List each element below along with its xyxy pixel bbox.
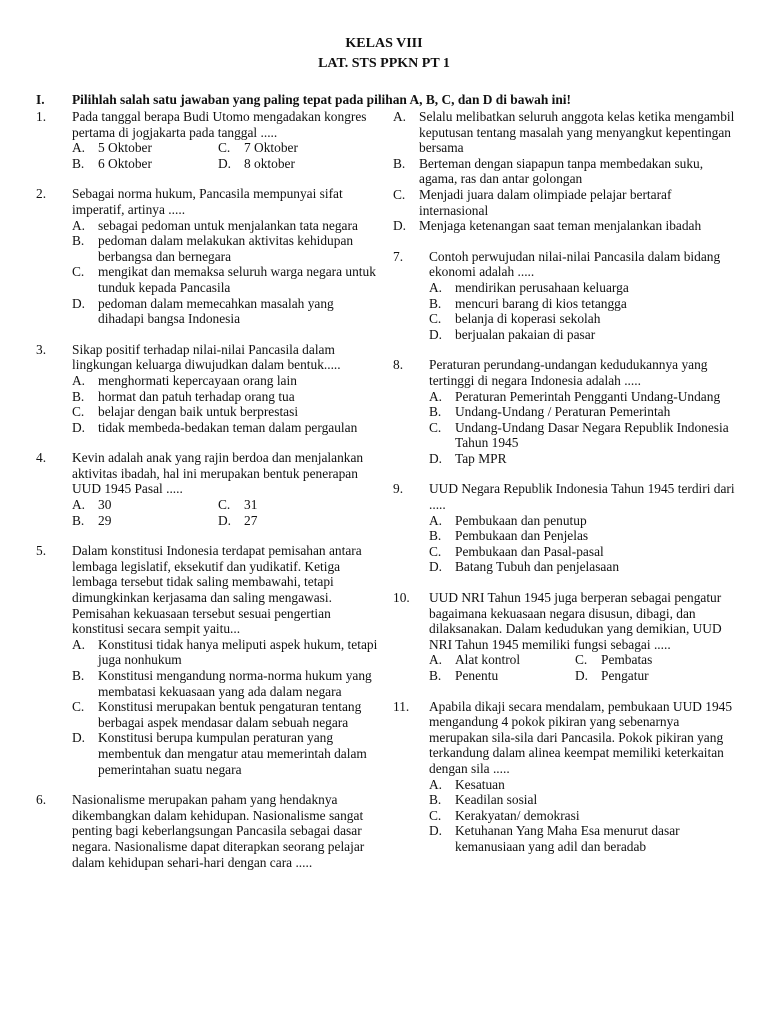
option-text: Pembatas [601, 652, 653, 668]
option-a [429, 652, 575, 668]
option-letter: A. [72, 636, 86, 652]
option-letter: B. [429, 528, 442, 544]
option-text: pedoman dalam melakukan aktivitas kehidupan berbangsa dan bernegara [98, 233, 354, 264]
option-letter: B. [72, 233, 85, 249]
option-letter: D. [575, 668, 589, 683]
option-letter: B. [72, 668, 85, 683]
option-c [72, 699, 381, 730]
option-letter: A. [72, 497, 86, 513]
option-c [575, 652, 725, 668]
option-b [72, 668, 381, 699]
option-text: Menjaga ketenangan saat teman menjalankan ibadah [419, 218, 702, 234]
option-text: mencuri barang di kios tetangga [455, 295, 627, 311]
option-letter: A. [429, 279, 443, 295]
option-letter: C. [429, 419, 442, 435]
option-b [429, 404, 738, 420]
option-letter: C. [218, 140, 231, 156]
option-letter: D. [429, 326, 443, 342]
option-text: Menjadi juara dalam olimpiade pelajar bertaraf internasional [419, 186, 672, 218]
option-letter: D. [429, 559, 443, 575]
question-number: 6. [36, 792, 47, 808]
section-number: I. [36, 92, 45, 107]
option-letter: A. [72, 140, 86, 156]
option-letter: A. [429, 776, 443, 792]
option-letter: C. [429, 543, 442, 559]
option-letter: A. [429, 652, 443, 668]
option-d [72, 730, 381, 777]
option-text: Penentu [455, 668, 499, 683]
question-1 [36, 109, 381, 171]
question-3 [36, 342, 381, 436]
question-number: 9. [393, 481, 404, 497]
option-letter: B. [72, 155, 85, 171]
option-text: Berteman dengan siapapun tanpa membedakan suku, agama, ras dan antar golongan [419, 155, 704, 187]
option-text: mengikat dan memaksa seluruh warga negara untuk tunduk kepada Pancasila [98, 264, 376, 295]
question-number: 8. [393, 357, 404, 373]
option-d [429, 559, 738, 575]
option-text: Peraturan Pemerintah Pengganti Undang-Undang [455, 388, 721, 404]
question-text: Pada tanggal berapa Budi Utomo mengadakan kongres pertama di jogjakarta pada tanggal ..... [72, 109, 367, 140]
section-instruction-text: Pilihlah salah satu jawaban yang paling tepat pada pilihan A, B, C, dan D di bawah ini! [72, 92, 571, 107]
option-letter: A. [429, 388, 443, 404]
option-b [429, 528, 738, 544]
question-number: 3. [36, 341, 47, 357]
option-letter: B. [72, 388, 85, 404]
option-text: Kesatuan [455, 776, 505, 792]
option-text: Tap MPR [455, 450, 507, 466]
option-text: Pembukaan dan penutup [455, 512, 587, 528]
option-text: 7 Oktober [244, 140, 298, 156]
option-d [429, 327, 738, 343]
question-number: 11. [393, 698, 410, 714]
options-grid [72, 140, 381, 171]
option-text: Konstitusi berupa kumpulan peraturan yang membentuk dan mengatur atau memerintah dalam pemerintahan suatu negara [98, 730, 367, 777]
option-d [72, 296, 381, 327]
option-text: 30 [98, 497, 112, 513]
option-text: 5 Oktober [98, 140, 152, 156]
option-b [429, 792, 738, 808]
option-text: 27 [244, 512, 258, 528]
question-number: 7. [393, 248, 404, 264]
option-letter: B. [429, 792, 442, 808]
option-b [429, 668, 575, 684]
option-d [575, 668, 725, 684]
option-a [393, 109, 738, 156]
option-text: Pembukaan dan Pasal-pasal [455, 543, 604, 559]
option-c [393, 187, 738, 218]
option-letter: D. [72, 730, 86, 746]
question-4 [36, 450, 381, 528]
option-d [393, 218, 738, 234]
option-text: Selalu melibatkan seluruh anggota kelas ketika mengambil keputusan tentang masalah yang menyangkut kepentingan bersama [419, 109, 735, 156]
option-letter: B. [393, 155, 406, 171]
option-a [72, 637, 381, 668]
option-d [429, 823, 738, 854]
question-text: Nasionalisme merupakan paham yang hendaknya dikembangkan dalam kehidupan. Nasionalisme sangat penting bagi keberlangsungan Pancasila sebagai dasar negara. Nasionalisme dapat diterapkan seorang pelajar dalam kehidupan sehari-hari dengan cara ..... [72, 792, 365, 870]
option-b [72, 389, 381, 405]
option-text: 8 oktober [244, 155, 295, 171]
option-letter: B. [429, 295, 442, 311]
page-subtitle: LAT. STS PPKN PT 1 [318, 56, 450, 71]
question-text: Sebagai norma hukum, Pancasila mempunyai sifat imperatif, artinya ..... [72, 186, 343, 217]
option-c [429, 808, 738, 824]
option-text: 31 [244, 497, 258, 513]
option-letter: A. [429, 512, 443, 528]
question-number: 2. [36, 186, 47, 202]
option-letter: D. [218, 155, 232, 171]
option-b [393, 156, 738, 187]
options-grid [72, 497, 381, 528]
question-text: UUD Negara Republik Indonesia Tahun 1945 terdiri dari ..... [429, 481, 735, 513]
option-b [72, 513, 218, 529]
question-number: 4. [36, 450, 47, 466]
option-text: 6 Oktober [98, 155, 152, 171]
option-b [72, 233, 381, 264]
option-text: pedoman dalam memecahkan masalah yang dihadapi bangsa Indonesia [98, 295, 334, 327]
option-c [429, 544, 738, 560]
option-text: Batang Tubuh dan penjelasaan [455, 559, 620, 575]
option-d [429, 451, 738, 467]
option-letter: C. [72, 264, 85, 280]
question-text: Contoh perwujudan nilai-nilai Pancasila dalam bidang ekonomi adalah ..... [429, 248, 721, 280]
option-text: Undang-Undang Dasar Negara Republik Indonesia Tahun 1945 [455, 419, 729, 451]
right-column [393, 109, 738, 870]
option-letter: C. [218, 497, 231, 513]
option-letter: A. [72, 372, 86, 388]
option-a [429, 513, 738, 529]
option-text: berjualan pakaian di pasar [455, 326, 596, 342]
question-10 [393, 590, 738, 684]
option-a [429, 280, 738, 296]
option-letter: C. [393, 186, 406, 202]
page-title: KELAS VIII [345, 36, 423, 51]
question-text: Peraturan perundang-undangan kedudukannya yang tertinggi di negara Indonesia adalah ..... [429, 357, 708, 388]
question-text: Kevin adalah anak yang rajin berdoa dan menjalankan aktivitas ibadah, hal ini merupakan bentuk penerapan UUD 1945 Pasal ..... [72, 450, 364, 497]
question-2 [36, 186, 381, 326]
question-number: 10. [393, 590, 410, 606]
option-text: mendirikan perusahaan keluarga [455, 279, 629, 295]
option-text: 29 [98, 512, 112, 528]
option-letter: D. [72, 419, 86, 435]
question-9 [393, 481, 738, 575]
option-text: Pengatur [601, 668, 649, 683]
option-c [429, 420, 738, 451]
question-7 [393, 249, 738, 343]
option-text: Kerakyatan/ demokrasi [455, 807, 580, 823]
option-d [218, 156, 368, 172]
option-a [72, 373, 381, 389]
option-text: Konstitusi tidak hanya meliputi aspek hukum, tetapi juga nonhukum [98, 636, 378, 668]
option-letter: C. [429, 311, 442, 327]
option-letter: B. [429, 668, 442, 683]
question-6-options [393, 109, 738, 234]
option-c [72, 264, 381, 295]
option-letter: C. [72, 404, 85, 420]
option-text: sebagai pedoman untuk menjalankan tata negara [98, 217, 358, 233]
question-6 [36, 792, 381, 870]
option-letter: B. [429, 404, 442, 420]
option-a [429, 389, 738, 405]
question-number: 5. [36, 543, 47, 559]
option-letter: D. [429, 823, 443, 839]
option-a [72, 497, 218, 513]
option-d [72, 420, 381, 436]
option-letter: D. [72, 295, 86, 311]
option-letter: C. [429, 807, 442, 823]
option-c [429, 311, 738, 327]
question-11 [393, 699, 738, 855]
options-grid [429, 652, 738, 683]
question-text: Sikap positif terhadap nilai-nilai Pancasila dalam lingkungan keluarga diwujudkan dalam bentuk..... [72, 341, 341, 373]
option-letter: A. [72, 217, 86, 233]
question-8 [393, 357, 738, 466]
option-text: Undang-Undang / Peraturan Pemerintah [455, 404, 671, 420]
option-d [218, 513, 368, 529]
option-text: menghormati kepercayaan orang lain [98, 372, 297, 388]
option-text: belajar dengan baik untuk berprestasi [98, 404, 299, 420]
option-text: Pembukaan dan Penjelas [455, 528, 589, 544]
option-text: Ketuhanan Yang Maha Esa menurut dasar kemanusiaan yang adil dan beradab [455, 823, 680, 854]
question-text: Apabila dikaji secara mendalam, pembukaan UUD 1945 mengandung 4 pokok pikiran yang sebenarnya merupakan sila-sila dari Pancasila. Pokok pikiran yang terkandung dalam alinea keempat memiliki keterkaitan dengan sila ..... [429, 698, 733, 776]
option-letter: D. [429, 450, 443, 466]
option-a [429, 777, 738, 793]
option-c [218, 140, 368, 156]
option-letter: D. [393, 218, 407, 234]
option-letter: D. [218, 512, 232, 528]
option-letter: C. [72, 699, 85, 715]
option-text: Konstitusi merupakan bentuk pengaturan tentang berbagai aspek mendasar dalam sebuah negara [98, 699, 362, 730]
option-letter: C. [575, 652, 588, 668]
question-5 [36, 543, 381, 777]
option-c [218, 497, 368, 513]
option-b [429, 296, 738, 312]
option-c [72, 404, 381, 420]
option-text: tidak membeda-bedakan teman dalam pergaulan [98, 419, 358, 435]
option-text: Keadilan sosial [455, 792, 538, 808]
question-number: 1. [36, 109, 47, 124]
left-column [36, 109, 381, 885]
question-text: UUD NRI Tahun 1945 juga berperan sebagai pengatur bagaimana kekuasaan negara disusun, dibagi, dan dilaksanakan. Dalam kedudukan yang demikian, UUD NRI Tahun 1945 memiliki fungsi sebagai ..... [429, 590, 722, 652]
option-text: hormat dan patuh terhadap orang tua [98, 388, 295, 404]
option-letter: B. [72, 512, 85, 528]
option-text: belanja di koperasi sekolah [455, 311, 601, 327]
option-text: Konstitusi mengandung norma-norma hukum yang membatasi kekuasaan yang ada dalam negara [98, 668, 372, 699]
option-text: Alat kontrol [455, 652, 521, 668]
option-a [72, 218, 381, 234]
question-text: Dalam konstitusi Indonesia terdapat pemisahan antara lembaga legislatif, eksekutif dan yudikatif. Ketiga lembaga tersebut tidak saling membawahi, tetapi dimungkinkan kerjasama dan saling mengawasi. Pemisahan kekuasaan tersebut sesuai pengertian konstitusi secara sempit yaitu... [72, 543, 362, 637]
option-letter: A. [393, 109, 407, 124]
option-a [72, 140, 218, 156]
option-b [72, 156, 218, 172]
